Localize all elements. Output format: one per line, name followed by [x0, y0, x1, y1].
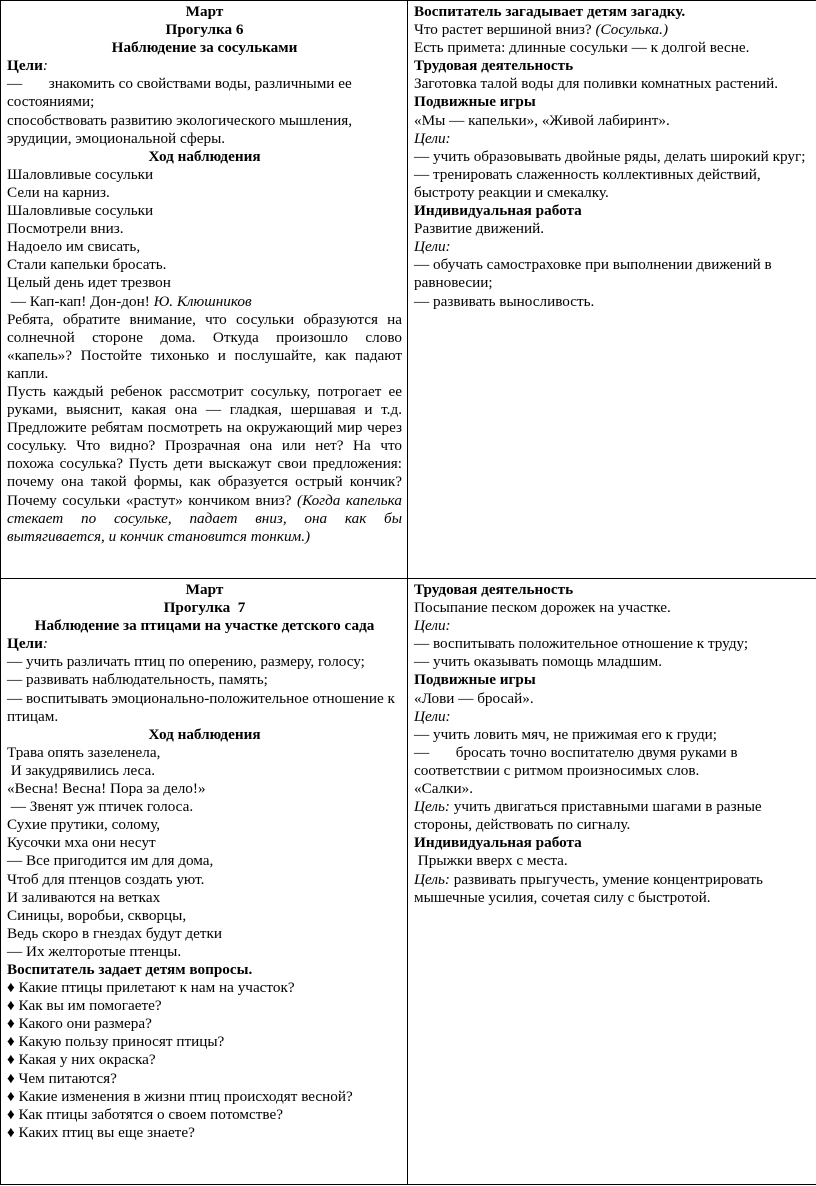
walk7-topic: Наблюдение за птицами на участке детского сада: [34, 617, 375, 635]
walk6-goal: способствовать развитию экологического мышления, эрудиции, эмоциональной сферы.: [7, 111, 353, 147]
walk6-poem-line: Посмотрели вниз.: [7, 220, 124, 238]
walk7-observation-heading: Ход наблюдения: [148, 725, 261, 743]
walk7-question: ♦ Какие изменения в жизни птиц происходят весной?: [7, 1087, 353, 1105]
walk7-question: ♦ Какая у них окраска?: [7, 1051, 156, 1069]
walk6-individual-goal: — обучать самостраховке при выполнении движений в равновесии;: [414, 256, 772, 292]
walk6-poem-last: — Кап-кап! Дон-дон!: [7, 292, 154, 310]
walk7-questions-heading: Воспитатель задает детям вопросы.: [7, 960, 253, 978]
walk7-title: Прогулка 7: [163, 599, 246, 617]
walk7-game-2-goal-line: [414, 798, 811, 834]
walk6-text-2-paragraph: [7, 383, 402, 546]
walk6-title: Прогулка 6: [165, 21, 244, 39]
walk6-text-2: Пусть каждый ребенок рассмотрит сосульку, потрогает ее руками, выяснит, какая она — гладкая, шершавая и т.д. Предложите ребятам посмотреть на окружающий мир через сосульку. Что видно? Прозрачная она или нет? На что похожа сосулька? Пусть дети выскажут свои предложения: почему она такой формы, как образуется острый кончик? Почему сосульки «растут» кончиком вниз?: [7, 382, 402, 509]
walk6-labor-text: Заготовка талой воды для поливки комнатных растений.: [414, 75, 779, 93]
walk7-labor-text: Посыпание песком дорожек на участке.: [414, 599, 671, 617]
walk7-goal: — развивать наблюдательность, память;: [7, 671, 268, 689]
walk6-poem-line: Шаловливые сосульки: [7, 202, 154, 220]
walk7-goal: — учить различать птиц по оперению, размеру, голосу;: [7, 653, 365, 671]
table-row: [1, 1, 816, 579]
walk6-topic: Наблюдение за сосульками: [111, 39, 298, 57]
walk6-text-2-italic: (Когда капелька стекает по сосульке, падает вниз, она как бы вытягивается, и кончик становится тонким.): [7, 491, 402, 545]
walk7-poem-line: Чтоб для птенцов создать уют.: [7, 870, 205, 888]
walk7-poem-line: Трава опять зазеленела,: [7, 743, 161, 761]
walk7-game-1-goals-label: Цели:: [414, 707, 451, 725]
walk7-game-1-goal: — учить ловить мяч, не прижимая его к груди;: [414, 725, 718, 743]
walk7-games-heading: Подвижные игры: [414, 671, 536, 689]
walk7-poem-line: И закудрявились леса.: [7, 761, 156, 779]
walk6-riddle: Что растет вершиной вниз?: [414, 21, 596, 39]
table-row: [1, 579, 816, 1185]
walk7-labor-goal: — воспитывать положительное отношение к труду;: [414, 635, 749, 653]
walk6-poem-last-line: [7, 293, 402, 311]
walk6-right-cell: [408, 1, 816, 579]
walk6-goals-label: Цели: [7, 57, 43, 75]
walk7-individual-text: Прыжки вверх с места.: [414, 852, 568, 870]
walk7-poem-line: «Весна! Весна! Пора за дело!»: [7, 780, 206, 798]
walk7-labor-goals-label: Цели:: [414, 617, 451, 635]
walk7-month: Март: [185, 581, 224, 598]
walk6-goals-colon: :: [42, 57, 48, 75]
walk7-labor-heading: Трудовая деятельность: [414, 581, 574, 598]
walk6-poem-line: Шаловливые сосульки: [7, 165, 154, 183]
walk7-poem-line: — Их желторотые птенцы.: [7, 942, 182, 960]
walk7-question: ♦ Как вы им помогаете?: [7, 997, 162, 1015]
walk7-game-2-goal-label: Цель:: [414, 798, 450, 816]
walk7-question: ♦ Какого они размера?: [7, 1015, 152, 1033]
walk7-labor-goal: — учить оказывать помощь младшим.: [414, 653, 663, 671]
walk7-question: ♦ Каких птиц вы еще знаете?: [7, 1123, 195, 1141]
walk7-poem-line: — Все пригодится им для дома,: [7, 852, 214, 870]
walk7-game-1-goal: — бросать точно воспитателю двумя руками в соответствии с ритмом произносимых слов.: [414, 743, 738, 779]
walk6-poem-line: Надоело им свисать,: [7, 238, 141, 256]
walk6-riddle-heading: Воспитатель загадывает детям загадку.: [414, 3, 686, 20]
walk6-left-cell: [1, 1, 408, 579]
walk7-goals-colon: :: [42, 635, 48, 653]
walk7-goals-label-line: [7, 635, 402, 653]
walk6-labor-heading: Трудовая деятельность: [414, 57, 574, 75]
walk6-individual-heading: Индивидуальная работа: [414, 202, 582, 220]
walk6-games-text: «Мы — капельки», «Живой лабиринт».: [414, 111, 670, 129]
walk7-individual-goal-label: Цель:: [414, 870, 450, 888]
walk6-individual-goal: — развивать выносливость.: [414, 292, 595, 310]
walk7-poem-line: И заливаются на ветках: [7, 888, 161, 906]
walk7-poem-line: Сухие прутики, солому,: [7, 816, 161, 834]
walk6-individual-goals-label: Цели:: [414, 238, 451, 256]
walk7-individual-goal: развивать прыгучесть, умение концентрировать мышечные усилия, сочетая силу с быстротой.: [414, 870, 763, 906]
walk6-games-heading: Подвижные игры: [414, 93, 536, 111]
walk6-riddle-answer: (Сосулька.): [595, 21, 669, 39]
walk7-game-2-goal: учить двигаться приставными шагами в разные стороны, действовать по сигналу.: [414, 798, 762, 834]
walk7-left-cell: [1, 579, 408, 1185]
walk7-goal: — воспитывать эмоционально-положительное отношение к птицам.: [7, 689, 395, 725]
walk7-poem-line: Кусочки мха они несут: [7, 834, 156, 852]
walk7-poem-line: Синицы, воробьи, скворцы,: [7, 906, 187, 924]
walk6-text-1: Ребята, обратите внимание, что сосульки образуются на солнечной стороне дома. Откуда произошло слово «капель»? Постойте тихонько и послушайте, как падают капли.: [7, 310, 402, 382]
walk7-game-1: «Лови — бросай».: [414, 689, 534, 707]
walk7-game-2: «Салки».: [414, 780, 474, 798]
walk6-games-goals-label: Цели:: [414, 129, 451, 147]
walk6-month: Март: [185, 3, 224, 20]
walk6-riddle-line: [414, 21, 811, 39]
walk6-goal: — знакомить со свойствами воды, различными ее состояниями;: [7, 75, 352, 111]
walk7-individual-heading: Индивидуальная работа: [414, 834, 582, 852]
walk6-sign: Есть примета: длинные сосульки — к долгой весне.: [414, 39, 750, 57]
walk6-games-goal: — тренировать слаженность коллективных действий, быстроту реакции и смекалку.: [414, 165, 761, 201]
walk7-right-cell: [408, 579, 816, 1185]
walk6-poem-line: Стали капельки бросать.: [7, 256, 167, 274]
walk7-poem-line: Ведь скоро в гнездах будут детки: [7, 924, 223, 942]
walk7-question: ♦ Какую пользу приносят птицы?: [7, 1033, 225, 1051]
walk7-individual-goal-line: [414, 871, 811, 907]
walk7-question: ♦ Как птицы заботятся о своем потомстве?: [7, 1105, 283, 1123]
walk6-poem-line: Целый день идет трезвон: [7, 274, 171, 292]
walk6-poem-line: Сели на карниз.: [7, 183, 110, 201]
walk7-poem-line: — Звенят уж птичек голоса.: [7, 798, 194, 816]
walk6-observation-heading: Ход наблюдения: [148, 147, 261, 165]
walk6-individual-text: Развитие движений.: [414, 220, 545, 238]
walk6-games-goal: — учить образовывать двойные ряды, делать широкий круг;: [414, 147, 806, 165]
walk7-question: ♦ Чем питаются?: [7, 1069, 117, 1087]
walk6-poem-author: Ю. Клюшников: [153, 292, 252, 310]
walk7-goals-label: Цели: [7, 635, 43, 653]
walk7-question: ♦ Какие птицы прилетают к нам на участок?: [7, 979, 295, 997]
walk6-goals-label-line: [7, 57, 402, 75]
